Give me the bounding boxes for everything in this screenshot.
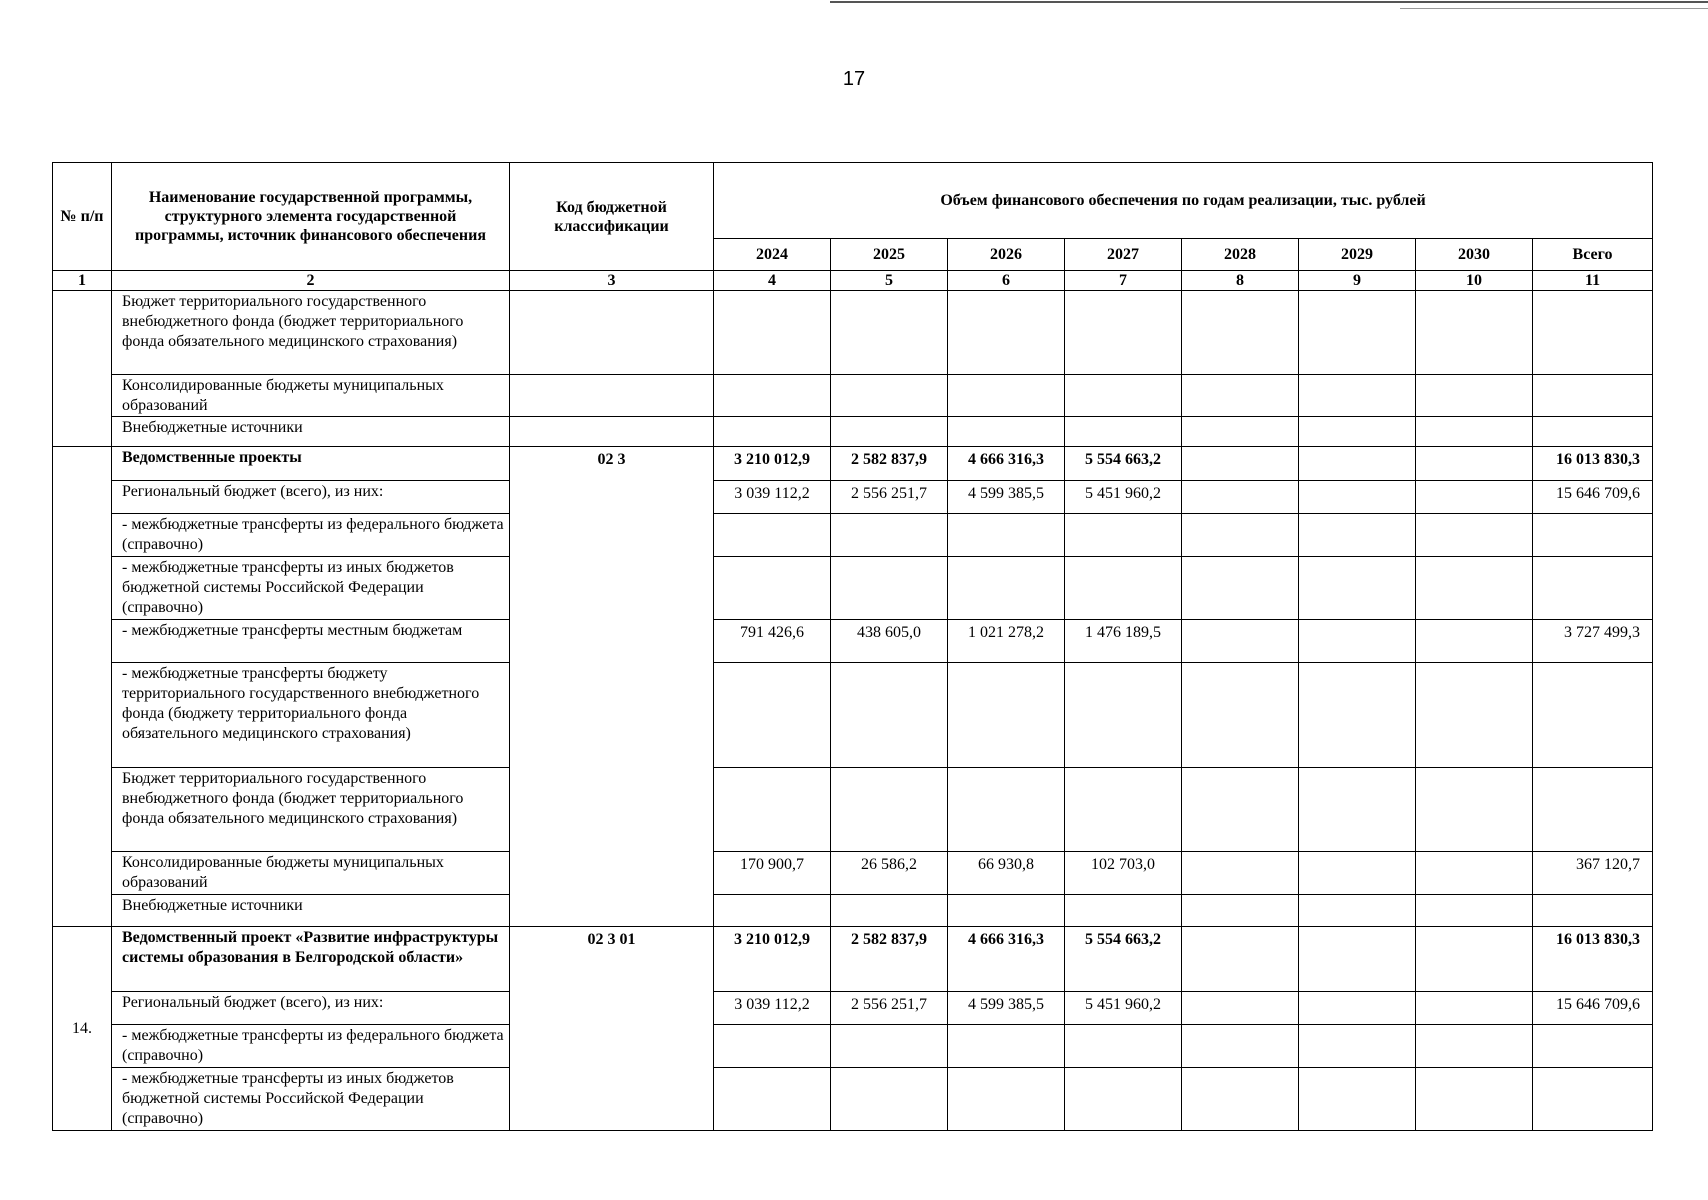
index-cell: 11 [1533,271,1653,291]
row-number-cell [53,447,112,927]
code-cell: 02 3 [510,447,714,927]
table-row [53,852,1653,895]
year-value-cell [948,291,1065,375]
year-value-cell [948,1068,1065,1131]
year-value-cell [1065,768,1182,852]
year-value-cell [948,417,1065,447]
year-value-cell [714,291,831,375]
source-name-cell: Бюджет территориального государственного внебюджетного фонда (бюджет территориального фонда обязательного медицинского страхования) [112,291,510,375]
total-cell: 15 646 709,6 [1533,992,1653,1025]
year-value-cell [1182,291,1299,375]
header-year: 2027 [1065,239,1182,271]
total-cell: 367 120,7 [1533,852,1653,895]
total-cell [1533,1068,1653,1131]
source-name-cell: Внебюджетные источники [112,895,510,927]
year-value-cell [948,375,1065,417]
year-value-cell [831,1068,948,1131]
year-value-cell: 66 930,8 [948,852,1065,895]
year-value-cell [1182,895,1299,927]
year-value-cell [1416,927,1533,992]
year-value-cell: 2 582 837,9 [831,927,948,992]
total-cell [1533,514,1653,557]
year-value-cell [1299,1068,1416,1131]
year-value-cell [1416,447,1533,481]
code-cell [510,417,714,447]
index-cell: 5 [831,271,948,291]
year-value-cell: 2 556 251,7 [831,992,948,1025]
header-num: № п/п [53,163,112,271]
year-value-cell [1065,291,1182,375]
year-value-cell [1065,557,1182,620]
row-number-cell: 14. [53,927,112,1131]
source-name-cell: Региональный бюджет (всего), из них: [112,992,510,1025]
year-value-cell: 438 605,0 [831,620,948,663]
source-name-cell: - межбюджетные трансферты из федерального бюджета (справочно) [112,1025,510,1068]
year-value-cell [1299,514,1416,557]
year-value-cell [948,514,1065,557]
table-row [53,620,1653,663]
year-value-cell: 2 556 251,7 [831,481,948,514]
table-row [53,447,1653,481]
page-number: 17 [842,68,866,90]
source-name-cell: Региональный бюджет (всего), из них: [112,481,510,514]
year-value-cell [1182,447,1299,481]
year-value-cell [1182,481,1299,514]
financing-table [52,162,1653,1131]
year-value-cell: 1 476 189,5 [1065,620,1182,663]
total-cell: 15 646 709,6 [1533,481,1653,514]
table-row [53,663,1653,768]
year-value-cell [1416,417,1533,447]
table-row [53,768,1653,852]
total-cell [1533,417,1653,447]
year-value-cell [831,417,948,447]
total-cell [1533,291,1653,375]
table-row [53,557,1653,620]
year-value-cell [714,375,831,417]
total-cell [1533,375,1653,417]
year-value-cell [1299,895,1416,927]
year-value-cell [1416,291,1533,375]
source-name-cell: - межбюджетные трансферты из федерального бюджета (справочно) [112,514,510,557]
year-value-cell: 5 451 960,2 [1065,992,1182,1025]
year-value-cell [1416,514,1533,557]
index-cell: 7 [1065,271,1182,291]
table-row [53,927,1653,992]
year-value-cell [714,417,831,447]
year-value-cell: 26 586,2 [831,852,948,895]
year-value-cell: 5 554 663,2 [1065,927,1182,992]
year-value-cell [1299,291,1416,375]
year-value-cell [714,663,831,768]
year-value-cell [831,291,948,375]
index-cell: 9 [1299,271,1416,291]
year-value-cell [1416,375,1533,417]
year-value-cell: 5 554 663,2 [1065,447,1182,481]
index-cell: 4 [714,271,831,291]
year-value-cell: 1 021 278,2 [948,620,1065,663]
year-value-cell [948,557,1065,620]
year-value-cell [1182,927,1299,992]
code-cell: 02 3 01 [510,927,714,1131]
year-value-cell [1416,1068,1533,1131]
year-value-cell [714,895,831,927]
top-edge-rule-thin [1400,8,1708,9]
year-value-cell: 2 582 837,9 [831,447,948,481]
year-value-cell: 791 426,6 [714,620,831,663]
year-value-cell [714,1068,831,1131]
year-value-cell [1299,557,1416,620]
year-value-cell [948,895,1065,927]
year-value-cell [1299,481,1416,514]
year-value-cell: 102 703,0 [1065,852,1182,895]
source-name-cell: - межбюджетные трансферты бюджету территориального государственного внебюджетного фонда (бюджету территориального фонда обязательного медицинского страхования) [112,663,510,768]
year-value-cell [1299,927,1416,992]
year-value-cell [1182,375,1299,417]
table-row [53,1068,1653,1131]
year-value-cell [831,663,948,768]
year-value-cell [1299,375,1416,417]
year-value-cell: 3 039 112,2 [714,992,831,1025]
year-value-cell [1416,481,1533,514]
year-value-cell [831,557,948,620]
year-value-cell [1299,620,1416,663]
year-value-cell [1065,375,1182,417]
year-value-cell [714,514,831,557]
year-value-cell [1182,1068,1299,1131]
year-value-cell: 3 210 012,9 [714,927,831,992]
total-cell [1533,663,1653,768]
year-value-cell [1416,1025,1533,1068]
source-name-cell: Консолидированные бюджеты муниципальных образований [112,375,510,417]
total-cell [1533,895,1653,927]
year-value-cell [948,768,1065,852]
year-value-cell [1416,992,1533,1025]
table-row [53,992,1653,1025]
total-cell [1533,1025,1653,1068]
year-value-cell [948,663,1065,768]
year-value-cell [1065,1025,1182,1068]
year-value-cell [1182,663,1299,768]
source-name-cell: Ведомственные проекты [112,447,510,481]
source-name-cell: Бюджет территориального государственного внебюджетного фонда (бюджет территориального фонда обязательного медицинского страхования) [112,768,510,852]
year-value-cell [1065,895,1182,927]
year-value-cell [1416,895,1533,927]
header-code: Код бюджетной классификации [510,163,714,271]
year-value-cell [1182,852,1299,895]
year-value-cell [1299,417,1416,447]
top-edge-rule [830,1,1708,3]
year-value-cell [1182,417,1299,447]
table-row [53,417,1653,447]
year-value-cell [714,557,831,620]
year-value-cell [1299,447,1416,481]
year-value-cell [831,375,948,417]
code-cell [510,291,714,375]
year-value-cell [1299,852,1416,895]
total-cell: 3 727 499,3 [1533,620,1653,663]
source-name-cell: Консолидированные бюджеты муниципальных образований [112,852,510,895]
year-value-cell [831,895,948,927]
total-cell [1533,557,1653,620]
year-value-cell [1416,620,1533,663]
year-value-cell: 4 599 385,5 [948,992,1065,1025]
year-value-cell [1299,768,1416,852]
year-value-cell [948,1025,1065,1068]
year-value-cell [1299,992,1416,1025]
year-value-cell [1416,852,1533,895]
index-cell: 8 [1182,271,1299,291]
year-value-cell: 4 666 316,3 [948,447,1065,481]
year-value-cell [714,1025,831,1068]
year-value-cell [831,768,948,852]
header-name: Наименование государственной программы, структурного элемента государственной программы, источник финансового обеспечения [112,163,510,271]
year-value-cell: 4 599 385,5 [948,481,1065,514]
year-value-cell [1416,663,1533,768]
index-cell: 6 [948,271,1065,291]
header-total: Всего [1533,239,1653,271]
table-row [53,291,1653,375]
header-year: 2025 [831,239,948,271]
index-cell: 1 [53,271,112,291]
year-value-cell [1065,417,1182,447]
source-name-cell: Внебюджетные источники [112,417,510,447]
header-year: 2030 [1416,239,1533,271]
year-value-cell: 3 039 112,2 [714,481,831,514]
source-name-cell: Ведомственный проект «Развитие инфраструктуры системы образования в Белгородской области» [112,927,510,992]
index-cell: 2 [112,271,510,291]
index-cell: 10 [1416,271,1533,291]
year-value-cell: 170 900,7 [714,852,831,895]
header-year: 2029 [1299,239,1416,271]
header-year: 2026 [948,239,1065,271]
year-value-cell [1182,620,1299,663]
header-volume: Объем финансового обеспечения по годам реализации, тыс. рублей [714,163,1653,239]
year-value-cell: 3 210 012,9 [714,447,831,481]
total-cell: 16 013 830,3 [1533,447,1653,481]
source-name-cell: - межбюджетные трансферты местным бюджетам [112,620,510,663]
year-value-cell [1416,557,1533,620]
year-value-cell [1182,768,1299,852]
total-cell: 16 013 830,3 [1533,927,1653,992]
source-name-cell: - межбюджетные трансферты из иных бюджетов бюджетной системы Российской Федерации (справочно) [112,1068,510,1131]
index-cell: 3 [510,271,714,291]
row-number-cell [53,291,112,447]
year-value-cell: 5 451 960,2 [1065,481,1182,514]
year-value-cell [1182,1025,1299,1068]
year-value-cell [1416,768,1533,852]
table-row [53,375,1653,417]
year-value-cell [831,1025,948,1068]
year-value-cell [1299,1025,1416,1068]
year-value-cell [1065,663,1182,768]
year-value-cell [1299,663,1416,768]
source-name-cell: - межбюджетные трансферты из иных бюджетов бюджетной системы Российской Федерации (справочно) [112,557,510,620]
year-value-cell [1182,557,1299,620]
table-row [53,1025,1653,1068]
code-cell [510,375,714,417]
year-value-cell: 4 666 316,3 [948,927,1065,992]
total-cell [1533,768,1653,852]
year-value-cell [831,514,948,557]
table-row [53,514,1653,557]
year-value-cell [714,768,831,852]
year-value-cell [1065,514,1182,557]
header-year: 2028 [1182,239,1299,271]
table-row [53,481,1653,514]
year-value-cell [1182,514,1299,557]
year-value-cell [1065,1068,1182,1131]
table-row [53,895,1653,927]
header-year: 2024 [714,239,831,271]
year-value-cell [1182,992,1299,1025]
